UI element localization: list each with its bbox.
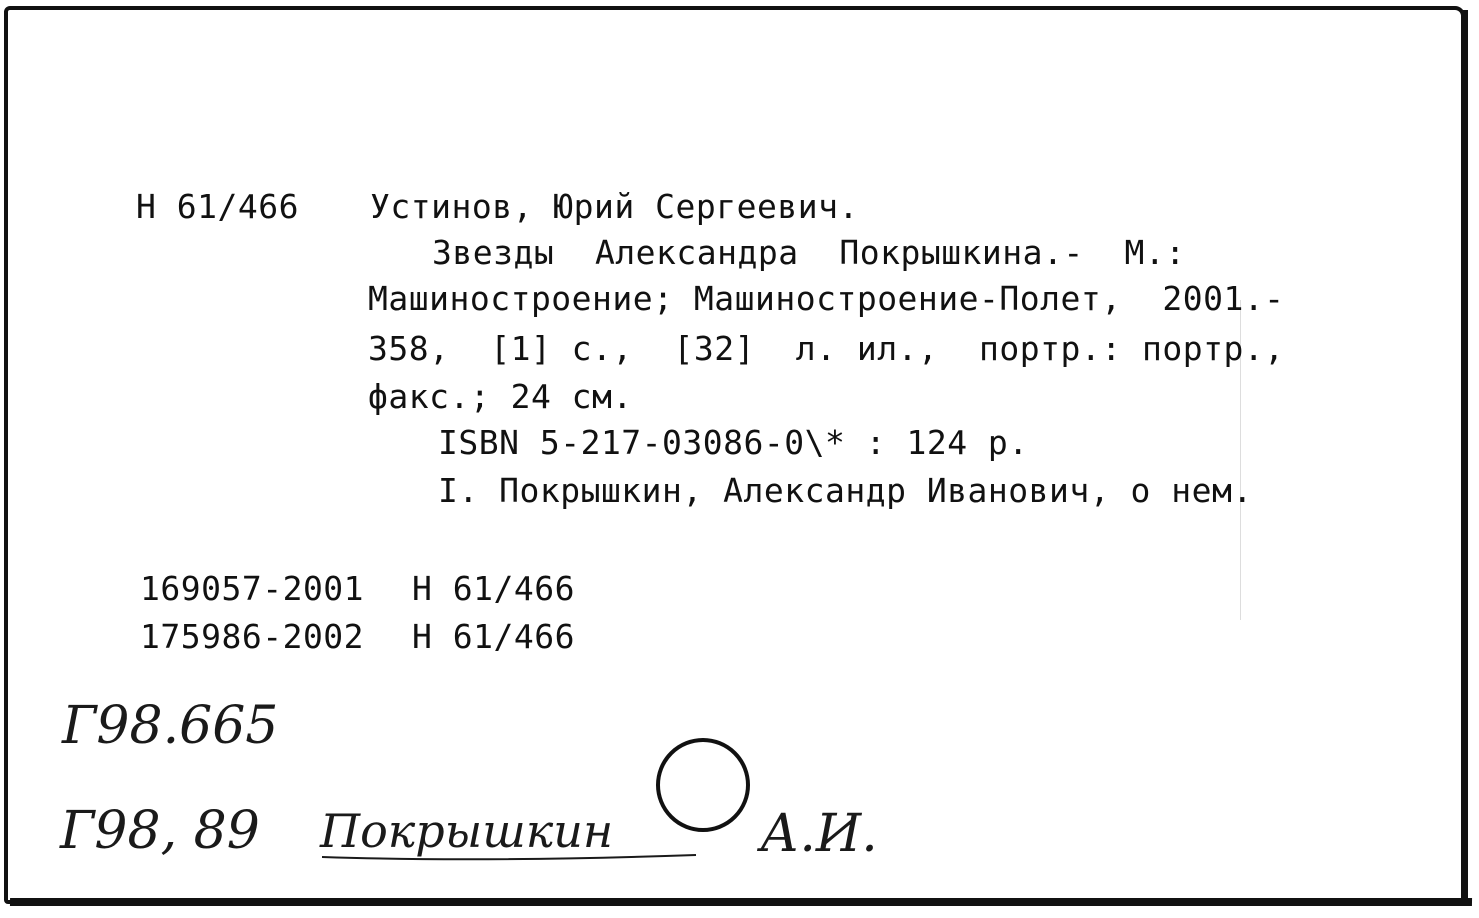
title-line: Звезды Александра Покрышкина.- М.: [432, 233, 1186, 272]
holding-call: Н 61/466 [412, 617, 575, 656]
circle-stamp-icon [650, 732, 760, 842]
card-edge [1462, 10, 1468, 905]
holding-call: Н 61/466 [412, 569, 575, 608]
holding-accession: 169057-2001 [140, 569, 365, 608]
handwritten-name: Покрышкин [320, 804, 614, 858]
publisher-line: Машиностроение; Машиностроение-Полет, 2001.- [368, 279, 1285, 318]
size-line: факс.; 24 см. [368, 377, 633, 416]
author-name: Устинов, Юрий Сергеевич. [370, 187, 859, 226]
pages-line: 358, [1] с., [32] л. ил., портр.: портр., [368, 329, 1285, 368]
holding-accession: 175986-2002 [140, 617, 365, 656]
isbn-line: ISBN 5-217-03086-0\* : 124 р. [438, 423, 1029, 462]
card-edge-bottom [10, 898, 1472, 906]
call-number: Н 61/466 [136, 187, 299, 226]
subject-line: I. Покрышкин, Александр Иванович, о нем. [438, 471, 1253, 510]
handwritten-code: Г98, 89 [60, 801, 260, 861]
handwritten-classification: Г98.665 [62, 696, 279, 756]
handwriting-underline [320, 845, 700, 865]
handwritten-initials: А.И. [760, 804, 878, 864]
